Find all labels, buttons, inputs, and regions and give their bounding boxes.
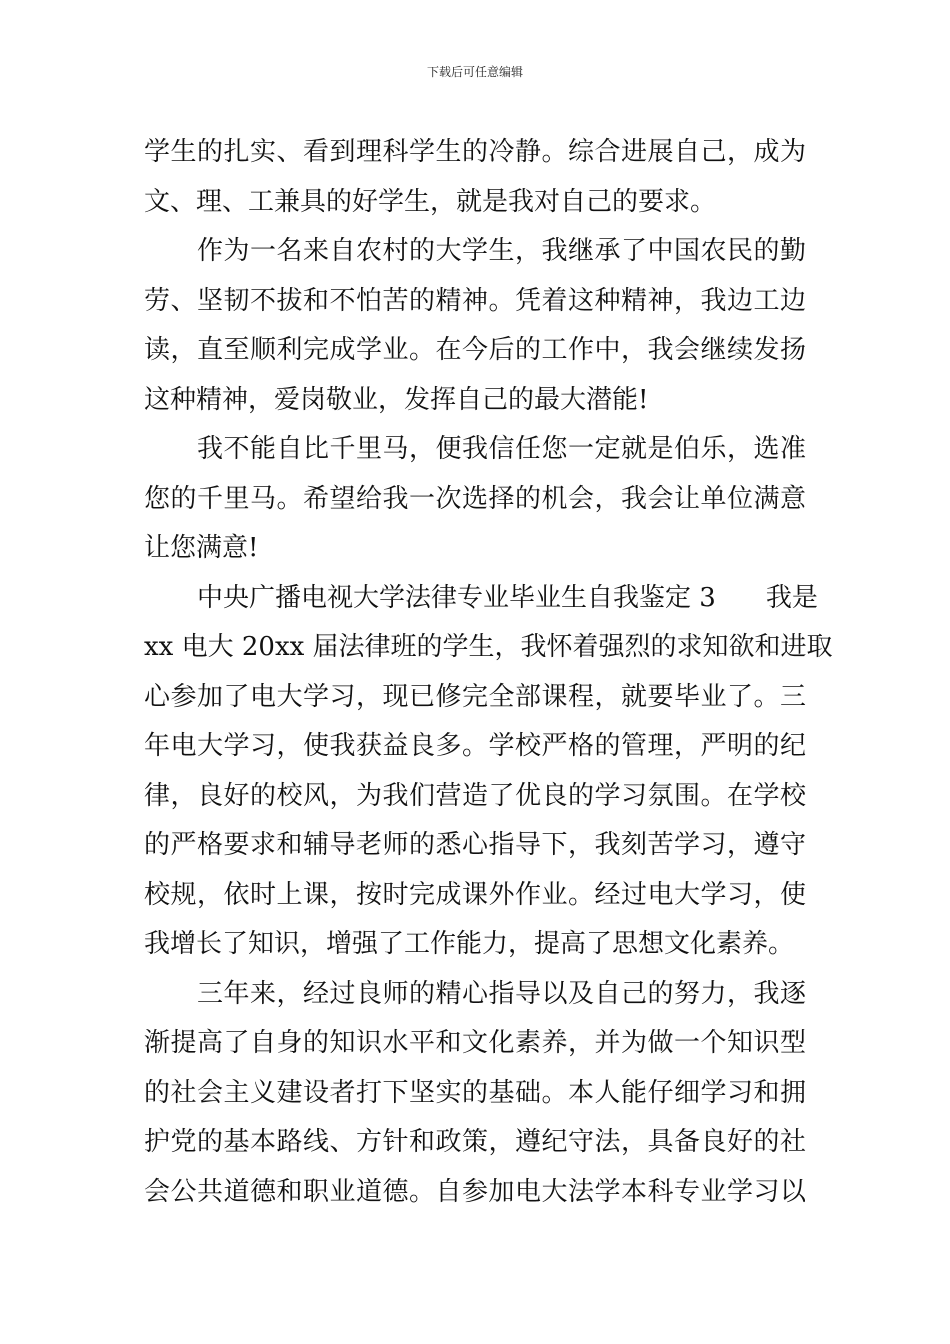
section-heading-line bbox=[144, 574, 818, 624]
section-heading: 中央广播电视大学法律专业毕业生自我鉴定 3 bbox=[197, 582, 716, 613]
header-text: 下载后可任意编辑 bbox=[426, 65, 523, 79]
text-line: 让您满意! bbox=[144, 533, 259, 563]
text-line: 校规，依时上课，按时完成课外作业。经过电大学习，使 bbox=[144, 879, 806, 910]
text-line: 学生的扎实、看到理科学生的冷静。综合进展自己，成为 bbox=[144, 137, 806, 167]
text-line: 我增长了知识，增强了工作能力，提高了思想文化素养。 bbox=[144, 929, 795, 959]
text-line: 护党的基本路线、方针和政策，遵纪守法，具备良好的社 bbox=[144, 1127, 806, 1157]
text-line: 作为一名来自农村的大学生，我继承了中国农民的勤 bbox=[197, 236, 806, 266]
text-line: 渐提高了自身的知识水平和文化素养，并为做一个知识型 bbox=[144, 1028, 806, 1058]
document-body bbox=[144, 128, 833, 1217]
text-line: 三年来，经过良师的精心指导以及自己的努力，我逐 bbox=[197, 978, 806, 1009]
text-line: 年电大学习，使我获益良多。学校严格的管理，严明的纪 bbox=[144, 731, 806, 761]
text-line: 会公共道德和职业道德。自参加电大法学本科专业学习以 bbox=[144, 1176, 806, 1207]
text-line: 劳、坚韧不拔和不怕苦的精神。凭着这种精神，我边工边 bbox=[144, 285, 806, 316]
text-line: 文、理、工兼具的好学生，就是我对自己的要求。 bbox=[144, 186, 717, 217]
heading-tail-text: 我是 bbox=[765, 582, 818, 613]
text-line: 的严格要求和辅导老师的悉心指导下，我刻苦学习，遵守 bbox=[144, 830, 806, 860]
text-line: xx 电大 20xx 届法律班的学生，我怀着强烈的求知欲和进取 bbox=[144, 632, 833, 662]
text-line: 我不能自比千里马，便我信任您一定就是伯乐，选准 bbox=[197, 434, 806, 464]
page-header bbox=[0, 64, 950, 80]
text-line: 这种精神，爱岗敬业，发挥自己的最大潜能! bbox=[144, 384, 649, 415]
text-line: 读，直至顺利完成学业。在今后的工作中，我会继续发扬 bbox=[144, 335, 806, 365]
text-line: 心参加了电大学习，现已修完全部课程，就要毕业了。三 bbox=[144, 681, 806, 712]
text-line: 您的千里马。希望给我一次选择的机会，我会让单位满意 bbox=[144, 483, 806, 514]
text-line: 律，良好的校风，为我们营造了优良的学习氛围。在学校 bbox=[144, 780, 806, 811]
text-line: 的社会主义建设者打下坚实的基础。本人能仔细学习和拥 bbox=[144, 1077, 806, 1108]
